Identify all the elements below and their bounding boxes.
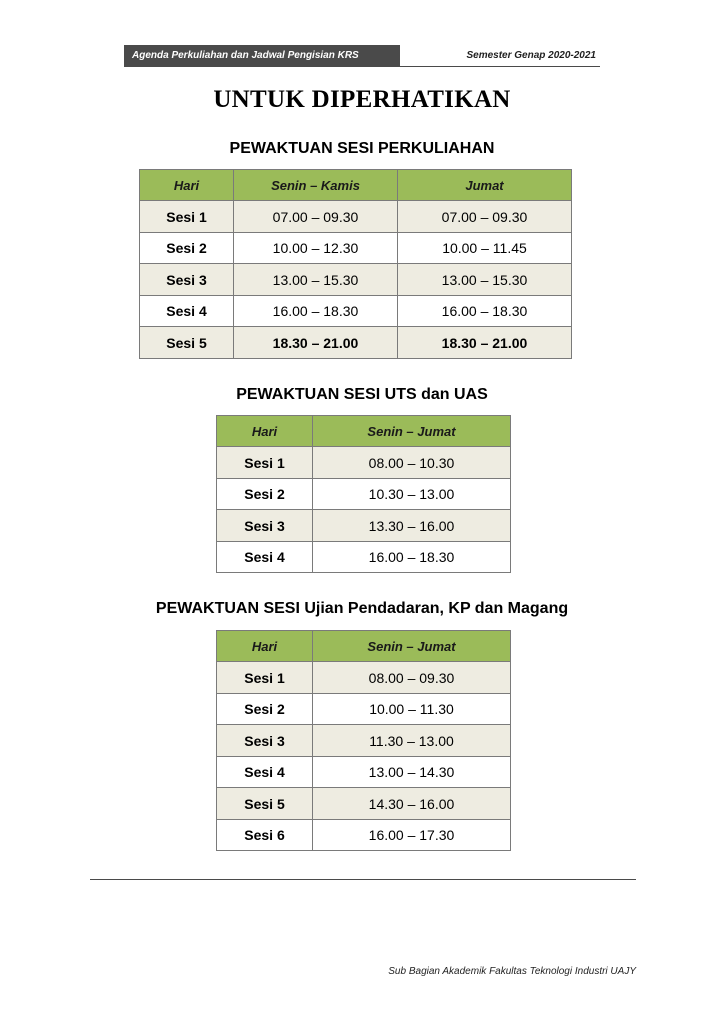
table-row <box>217 447 511 479</box>
table-cell: 13.30 – 16.00 <box>313 510 511 542</box>
table-cell: 13.00 – 14.30 <box>313 757 511 788</box>
column-header: Jumat <box>398 170 572 201</box>
header-divider <box>124 66 600 67</box>
page-title: UNTUK DIPERHATIKAN <box>213 86 511 113</box>
table-cell: 08.00 – 09.30 <box>313 662 511 694</box>
table-row <box>217 510 511 542</box>
table-cell: 16.00 – 18.30 <box>234 296 398 327</box>
table-cell: 10.00 – 11.30 <box>313 694 511 725</box>
table-cell: Sesi 3 <box>140 264 234 296</box>
table-row <box>217 757 511 788</box>
table-cell: 08.00 – 10.30 <box>313 447 511 479</box>
footer-label: Sub Bagian Akademik Fakultas Teknologi Industri UAJY <box>388 966 636 977</box>
header-right-label: Semester Genap 2020-2021 <box>466 50 596 61</box>
table-cell: Sesi 2 <box>140 233 234 264</box>
table-cell: Sesi 4 <box>217 757 313 788</box>
table-row <box>140 327 572 359</box>
table-cell: 11.30 – 13.00 <box>313 725 511 757</box>
table-cell: 14.30 – 16.00 <box>313 788 511 820</box>
header-left-label: Agenda Perkuliahan dan Jadwal Pengisian KRS <box>124 45 400 66</box>
table-cell: 18.30 – 21.00 <box>234 327 398 359</box>
table-cell: 10.00 – 11.45 <box>398 233 572 264</box>
table-cell: Sesi 5 <box>140 327 234 359</box>
table-cell: 18.30 – 21.00 <box>398 327 572 359</box>
table-cell: Sesi 3 <box>217 725 313 757</box>
table-cell: 10.30 – 13.00 <box>313 479 511 510</box>
table-uts-uas <box>216 415 511 573</box>
table-cell: 16.00 – 17.30 <box>313 820 511 851</box>
table-header-row <box>217 416 511 447</box>
table-row <box>217 725 511 757</box>
table-row <box>140 233 572 264</box>
table-row <box>217 479 511 510</box>
table-row <box>217 662 511 694</box>
column-header: Senin – Jumat <box>313 631 511 662</box>
footer-divider <box>90 879 636 880</box>
table-cell: Sesi 2 <box>217 694 313 725</box>
table-cell: Sesi 1 <box>217 662 313 694</box>
table-row <box>217 788 511 820</box>
table-cell: 13.00 – 15.30 <box>398 264 572 296</box>
section-title-uts-uas: PEWAKTUAN SESI UTS dan UAS <box>236 386 488 403</box>
table-row <box>217 694 511 725</box>
column-header: Senin – Kamis <box>234 170 398 201</box>
table-cell: Sesi 2 <box>217 479 313 510</box>
table-cell: Sesi 3 <box>217 510 313 542</box>
table-header-row <box>217 631 511 662</box>
section-title-pendadaran: PEWAKTUAN SESI Ujian Pendadaran, KP dan Magang <box>155 600 569 617</box>
table-perkuliahan <box>139 169 572 359</box>
table-header-row <box>140 170 572 201</box>
table-row <box>217 820 511 851</box>
table-row <box>140 296 572 327</box>
table-row <box>140 264 572 296</box>
table-cell: 16.00 – 18.30 <box>313 542 511 573</box>
table-cell: 10.00 – 12.30 <box>234 233 398 264</box>
table-cell: Sesi 1 <box>140 201 234 233</box>
column-header: Hari <box>217 416 313 447</box>
table-cell: 13.00 – 15.30 <box>234 264 398 296</box>
table-cell: Sesi 6 <box>217 820 313 851</box>
table-cell: Sesi 4 <box>140 296 234 327</box>
table-cell: Sesi 5 <box>217 788 313 820</box>
table-pendadaran <box>216 630 511 851</box>
table-cell: 16.00 – 18.30 <box>398 296 572 327</box>
table-row <box>140 201 572 233</box>
table-row <box>217 542 511 573</box>
table-cell: 07.00 – 09.30 <box>398 201 572 233</box>
column-header: Senin – Jumat <box>313 416 511 447</box>
table-cell: 07.00 – 09.30 <box>234 201 398 233</box>
section-title-perkuliahan: PEWAKTUAN SESI PERKULIAHAN <box>229 140 495 157</box>
table-cell: Sesi 4 <box>217 542 313 573</box>
table-cell: Sesi 1 <box>217 447 313 479</box>
column-header: Hari <box>140 170 234 201</box>
column-header: Hari <box>217 631 313 662</box>
